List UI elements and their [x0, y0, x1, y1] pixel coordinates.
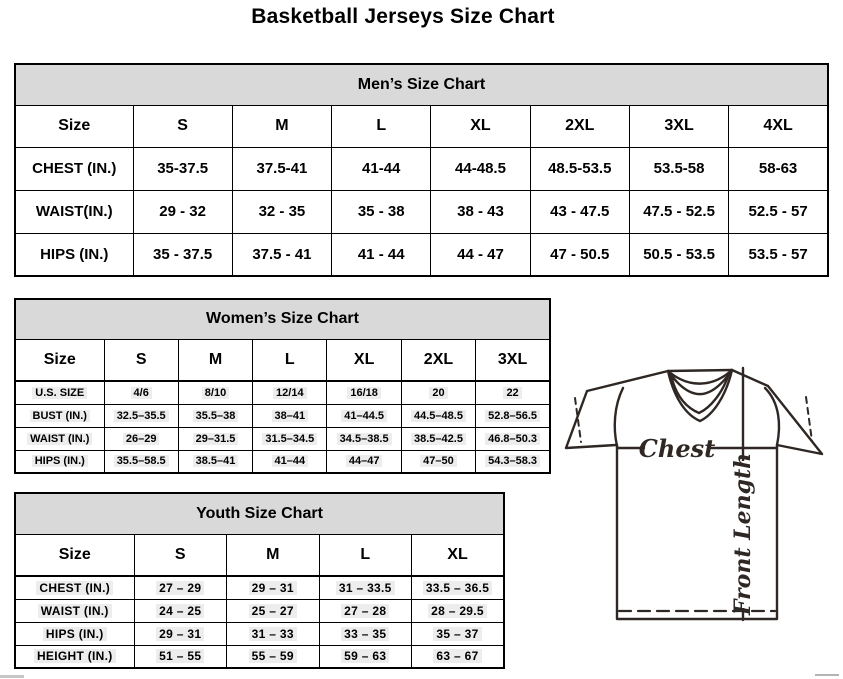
youth-column-header: XL — [412, 534, 505, 576]
womens-cell — [401, 450, 475, 473]
womens-row-label — [15, 450, 104, 473]
mens-table-row — [15, 147, 828, 190]
womens-cell-text: 52.8–56.5 — [485, 410, 540, 422]
youth-cell — [319, 645, 412, 668]
mens-cell: 41 - 44 — [332, 233, 431, 276]
womens-row-label — [15, 427, 104, 450]
mens-column-header: Size — [15, 105, 133, 147]
mens-row-label: CHEST (IN.) — [15, 147, 133, 190]
mens-cell: 47 - 50.5 — [530, 233, 629, 276]
youth-table-row — [15, 576, 504, 599]
youth-cell — [134, 576, 227, 599]
youth-cell-text: 31 – 33 — [249, 627, 297, 641]
youth-row-label — [15, 645, 134, 668]
mens-table-row — [15, 190, 828, 233]
womens-cell — [327, 381, 401, 404]
youth-cell — [412, 599, 505, 622]
mens-column-header: 4XL — [729, 105, 828, 147]
mens-cell: 35 - 37.5 — [133, 233, 232, 276]
collar — [668, 370, 732, 421]
womens-cell-text: 46.8–50.3 — [485, 433, 540, 445]
scrollbar-fragment-left[interactable] — [0, 675, 24, 678]
youth-cell-text: 59 – 63 — [341, 649, 389, 663]
mens-cell: 44-48.5 — [431, 147, 530, 190]
mens-row-label: HIPS (IN.) — [15, 233, 133, 276]
front-length-label: Front Length — [730, 452, 756, 616]
mens-cell: 44 - 47 — [431, 233, 530, 276]
mens-cell: 53.5-58 — [629, 147, 728, 190]
mens-cell: 47.5 - 52.5 — [629, 190, 728, 233]
womens-cell-text: 8/10 — [202, 387, 229, 399]
mens-column-header: L — [332, 105, 431, 147]
scrollbar-fragment-right[interactable] — [815, 674, 839, 676]
page-title: Basketball Jerseys Size Chart — [251, 5, 555, 28]
womens-cell — [178, 427, 252, 450]
youth-cell — [134, 645, 227, 668]
womens-column-header: S — [104, 339, 178, 381]
mens-cell: 29 - 32 — [133, 190, 232, 233]
womens-cell — [104, 404, 178, 427]
youth-cell — [412, 622, 505, 645]
womens-cell-text: 35.5–38 — [193, 410, 239, 422]
mens-column-header: 3XL — [629, 105, 728, 147]
youth-cell — [319, 576, 412, 599]
youth-chart-title: Youth Size Chart — [15, 493, 504, 534]
womens-cell — [104, 427, 178, 450]
womens-cell-text: 38–41 — [272, 410, 309, 422]
youth-row-label-text: WAIST (IN.) — [38, 604, 112, 618]
mens-column-header: M — [232, 105, 331, 147]
womens-column-header: 3XL — [476, 339, 550, 381]
mens-chart-title: Men’s Size Chart — [15, 64, 828, 105]
womens-column-header: M — [178, 339, 252, 381]
mens-cell: 53.5 - 57 — [729, 233, 828, 276]
youth-cell-text: 25 – 27 — [249, 604, 297, 618]
youth-table-row — [15, 645, 504, 668]
mens-cell: 38 - 43 — [431, 190, 530, 233]
womens-cell — [401, 381, 475, 404]
womens-table-row — [15, 404, 550, 427]
youth-cell-text: 24 – 25 — [156, 604, 204, 618]
mens-cell: 37.5 - 41 — [232, 233, 331, 276]
womens-row-label — [15, 404, 104, 427]
youth-row-label — [15, 599, 134, 622]
womens-cell-text: 41–44 — [272, 455, 309, 467]
mens-column-header: XL — [431, 105, 530, 147]
mens-cell: 32 - 35 — [232, 190, 331, 233]
youth-row-label-text: HIPS (IN.) — [43, 627, 107, 641]
womens-row-label-text: BUST (IN.) — [30, 410, 90, 422]
chest-label: Chest — [638, 434, 716, 463]
youth-cell-text: 35 – 37 — [433, 627, 481, 641]
youth-table-row — [15, 599, 504, 622]
womens-cell — [178, 381, 252, 404]
womens-cell — [253, 427, 327, 450]
womens-cell — [253, 381, 327, 404]
youth-row-label — [15, 576, 134, 599]
womens-table-row — [15, 450, 550, 473]
mens-column-header: S — [133, 105, 232, 147]
womens-cell-text: 41–44.5 — [341, 410, 387, 422]
mens-cell: 41-44 — [332, 147, 431, 190]
womens-row-label-text: WAIST (IN.) — [27, 433, 92, 445]
womens-cell-text: 44–47 — [346, 455, 383, 467]
womens-cell-text: 54.3–58.3 — [485, 455, 540, 467]
womens-table-row — [15, 427, 550, 450]
womens-cell-text: 34.5–38.5 — [337, 433, 392, 445]
youth-cell-text: 51 – 55 — [156, 649, 204, 663]
womens-cell — [104, 450, 178, 473]
mens-cell: 43 - 47.5 — [530, 190, 629, 233]
jersey-outline — [566, 370, 822, 619]
youth-size-chart-table — [14, 492, 505, 668]
mens-size-chart-table — [14, 63, 829, 275]
youth-cell — [227, 622, 320, 645]
womens-cell-text: 38.5–41 — [193, 455, 239, 467]
youth-cell — [227, 645, 320, 668]
youth-row-label-text: HEIGHT (IN.) — [34, 649, 116, 663]
mens-row-label: WAIST(IN.) — [15, 190, 133, 233]
womens-row-label-text: U.S. SIZE — [32, 387, 87, 399]
youth-cell — [319, 622, 412, 645]
youth-cell-text: 27 – 28 — [341, 604, 389, 618]
womens-cell-text: 35.5–58.5 — [114, 455, 169, 467]
womens-cell — [327, 450, 401, 473]
womens-cell — [476, 404, 550, 427]
womens-row-label-text: HIPS (IN.) — [32, 455, 88, 467]
womens-cell — [401, 427, 475, 450]
youth-column-header: S — [134, 534, 227, 576]
youth-cell-text: 33.5 – 36.5 — [423, 581, 492, 595]
youth-cell-text: 33 – 35 — [341, 627, 389, 641]
mens-table-row — [15, 233, 828, 276]
mens-cell: 35-37.5 — [133, 147, 232, 190]
womens-cell — [327, 427, 401, 450]
womens-cell-text: 38.5–42.5 — [411, 433, 466, 445]
mens-cell: 35 - 38 — [332, 190, 431, 233]
mens-cell: 58-63 — [729, 147, 828, 190]
womens-cell-text: 22 — [503, 387, 521, 399]
womens-cell — [104, 381, 178, 404]
mens-column-header: 2XL — [530, 105, 629, 147]
womens-cell-text: 31.5–34.5 — [262, 433, 317, 445]
jersey-diagram — [558, 358, 838, 628]
youth-table-row — [15, 622, 504, 645]
youth-cell — [134, 622, 227, 645]
womens-column-header: L — [253, 339, 327, 381]
youth-cell-text: 63 – 67 — [433, 649, 481, 663]
youth-cell — [412, 645, 505, 668]
youth-column-header: Size — [15, 534, 134, 576]
womens-cell — [253, 404, 327, 427]
womens-cell — [253, 450, 327, 473]
youth-column-header: M — [227, 534, 320, 576]
womens-cell — [178, 404, 252, 427]
womens-cell-text: 20 — [429, 387, 447, 399]
mens-cell: 50.5 - 53.5 — [629, 233, 728, 276]
mens-cell: 52.5 - 57 — [729, 190, 828, 233]
mens-cell: 48.5-53.5 — [530, 147, 629, 190]
womens-cell-text: 44.5–48.5 — [411, 410, 466, 422]
womens-cell — [476, 427, 550, 450]
womens-cell-text: 16/18 — [347, 387, 381, 399]
womens-cell — [327, 404, 401, 427]
womens-cell — [178, 450, 252, 473]
youth-cell-text: 55 – 59 — [249, 649, 297, 663]
youth-cell-text: 29 – 31 — [156, 627, 204, 641]
youth-cell-text: 29 – 31 — [249, 581, 297, 595]
youth-column-header: L — [319, 534, 412, 576]
womens-cell-text: 32.5–35.5 — [114, 410, 169, 422]
youth-cell — [227, 576, 320, 599]
youth-cell — [319, 599, 412, 622]
womens-column-header: XL — [327, 339, 401, 381]
mens-cell: 37.5-41 — [232, 147, 331, 190]
youth-cell-text: 27 – 29 — [156, 581, 204, 595]
youth-cell — [134, 599, 227, 622]
womens-cell-text: 29–31.5 — [193, 433, 239, 445]
youth-cell-text: 28 – 29.5 — [428, 604, 487, 618]
womens-column-header: 2XL — [401, 339, 475, 381]
womens-cell — [476, 381, 550, 404]
youth-cell — [227, 599, 320, 622]
womens-column-header: Size — [15, 339, 104, 381]
womens-cell — [476, 450, 550, 473]
womens-size-chart-table — [14, 298, 551, 473]
youth-cell — [412, 576, 505, 599]
womens-row-label — [15, 381, 104, 404]
youth-row-label-text: CHEST (IN.) — [36, 581, 113, 595]
womens-cell-text: 26–29 — [123, 433, 160, 445]
womens-cell-text: 12/14 — [273, 387, 307, 399]
womens-cell-text: 47–50 — [420, 455, 457, 467]
womens-chart-title: Women’s Size Chart — [15, 299, 550, 339]
youth-row-label — [15, 622, 134, 645]
womens-table-row — [15, 381, 550, 404]
womens-cell-text: 4/6 — [131, 387, 152, 399]
womens-cell — [401, 404, 475, 427]
youth-cell-text: 31 – 33.5 — [336, 581, 395, 595]
